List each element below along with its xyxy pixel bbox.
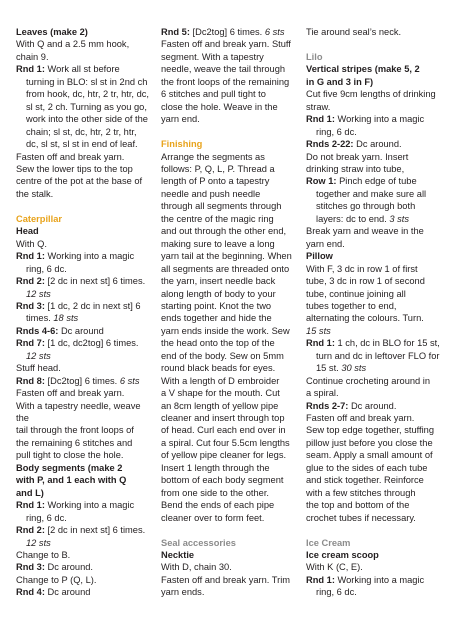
rnd-label: Rnd 3: <box>16 562 45 573</box>
pillow-rnds-2-7 <box>306 400 440 412</box>
column-3 <box>306 26 440 599</box>
rnd-text: [Dc2tog] 6 times. <box>47 375 118 386</box>
rnd-label: Rnd 8: <box>16 375 45 386</box>
necktie-tie-text: Tie around seal’s neck. <box>306 27 402 37</box>
stripes-rnd-1 <box>306 113 440 138</box>
rnd-text: Work all st before turning in BLO: sl st in 2nd ch from hook, dc, htr, 2 tr, htr, dc, sl st, 2 ch. Turning as you go, work into the other side of the chain; sl st, dc, htr, 2 tr, htr, dc, sl st, sl st in end of leaf. <box>26 64 149 150</box>
body-change-p: Change to P (Q, L). <box>16 574 97 585</box>
rnd-label: Rnd 2: <box>16 525 45 536</box>
rnd-label: Rnd 7: <box>16 338 45 349</box>
body-rnd-5-outro: Fasten off and break yarn. Stuff segment. With a tapestry needle, weave the tail through the front loops of the remaining 6 stitches and pull tight to close the hole. Weave in the yarn end. <box>161 39 291 125</box>
necktie-heading: Necktie <box>161 550 195 560</box>
head-rnd-2 <box>16 275 149 300</box>
lilo-heading: Lilo <box>306 51 323 62</box>
head-rnds-4-6 <box>16 325 149 337</box>
rnd-label: Rnd 5: <box>161 27 190 37</box>
rnd-label: Rnd 2: <box>16 276 45 287</box>
rnd-text: Dc around. <box>350 400 397 411</box>
row-text: Pinch edge of tube together and make sure all stitches go through both layers: dc to end. <box>316 176 427 224</box>
rnd-label: Rnds 4-6: <box>16 325 59 336</box>
rnd-text: Working into a magic ring, 6 dc. <box>316 574 425 598</box>
stitch-count: 18 sts <box>53 313 79 324</box>
head-outro: Fasten off and break yarn. With a tapestry needle, weave the tail through the front loops of the remaining 6 stitches and pull tight to close the hole. <box>16 388 141 461</box>
body-rnd-2 <box>16 524 149 549</box>
rnd-text: Working into a magic ring, 6 dc. <box>26 251 135 274</box>
pillow-heading: Pillow <box>306 251 333 262</box>
stripes-outro: Do not break yarn. Insert drinking straw into tube, <box>306 151 409 174</box>
leaves-heading: Leaves (make 2) <box>16 27 88 37</box>
pillow-outro: Fasten off and break yarn. Sew top edge together, stuffing pillow just before you close the seam. Apply a small amount of glue to the sides of each tube and stick together. Reinforce with a few stitches through the top and bottom of the crochet tubes if necessary. <box>306 413 435 523</box>
stitch-count: 12 sts <box>26 537 51 548</box>
stitch-count: 30 sts <box>341 363 367 374</box>
necktie-text: With D, chain 30. Fasten off and break yarn. Trim yarn ends. <box>161 562 291 598</box>
rnd-text: Dc around. <box>47 562 93 573</box>
scoop-rnd-1 <box>306 574 440 599</box>
stripes-row-outro: Break yarn and weave in the yarn end. <box>306 226 424 249</box>
leaves-rnd-1 <box>16 63 149 150</box>
seal-accessories-heading: Seal accessories <box>161 537 236 548</box>
head-rnd-3 <box>16 300 149 325</box>
body-rnd-3 <box>16 561 149 573</box>
rnd-text: [2 dc in next st] 6 times. <box>47 525 146 536</box>
rnd-label: Rnd 1: <box>306 114 335 125</box>
row-label: Row 1: <box>306 176 337 187</box>
stitch-count: 12 sts <box>26 288 51 299</box>
rnd-text: Dc around <box>47 587 91 598</box>
stripes-rnds-2-22 <box>306 138 440 150</box>
head-rnd-1 <box>16 250 149 275</box>
pillow-rnd-1 <box>306 337 440 374</box>
pillow-continue: Continue crocheting around in a spiral. <box>306 375 431 399</box>
head-rnd-8 <box>16 375 149 387</box>
rnd-label: Rnd 1: <box>16 500 45 511</box>
stitch-count: 3 sts <box>389 213 410 224</box>
stitch-count: 6 sts <box>119 375 140 386</box>
ice-cream-heading: Ice Cream <box>306 537 351 548</box>
stripes-row-1 <box>306 175 440 225</box>
finishing-text: Arrange the segments as follows: P, Q, L, P. Thread a length of P onto a tapestry needle and push needle through all segments through the centre of the magic ring and out through the other end, making sure to leave a long yarn tail at the beginning. When all segments are threaded onto the yarn, insert needle back along length of body to your starting point. Knot the two ends together and hide the yarn ends inside the work. Sew the head onto the top of the end of the body. Sew on 5mm round black beads for eyes. With a length of D embroider a V shape for the mouth. Cut an 8cm length of yellow pipe cleaner and insert through top of head. Curl each end over in a spiral. Cut four 5.5cm lengths of yellow pipe cleaner for legs. Insert 1 length through the bottom of each body segment from one side to the other. Bend the ends of each pipe cleaner over to form feet. <box>161 151 292 523</box>
rnd-text: [Dc2tog] 6 times. <box>192 27 263 37</box>
head-stuff: Stuff head. <box>16 363 61 374</box>
vertical-stripes-intro: Cut five 9cm lengths of drinking straw. <box>306 89 436 112</box>
column-2 <box>161 26 299 599</box>
stitch-count: 15 sts <box>306 325 331 336</box>
rnd-label: Rnd 1: <box>306 338 335 349</box>
head-rnd-7 <box>16 337 149 362</box>
head-with: With Q. <box>16 238 47 249</box>
rnd-label: Rnd 3: <box>16 300 45 311</box>
rnd-text: [1 dc, 2 dc in next st] 6 times. <box>26 300 141 324</box>
column-1 <box>16 26 149 599</box>
pillow-intro <box>306 263 440 338</box>
rnd-label: Rnd 1: <box>16 64 45 75</box>
body-rnd-4 <box>16 586 149 598</box>
body-change-b: Change to B. <box>16 550 71 561</box>
leaves-intro: With Q and a 2.5 mm hook, chain 9. <box>16 39 130 62</box>
ice-cream-scoop-heading: Ice cream scoop <box>306 550 379 560</box>
rnd-text: Dc around. <box>356 139 402 150</box>
rnd-text: [1 dc, dc2tog] 6 times. <box>47 338 139 349</box>
rnd-text: Working into a magic ring, 6 dc. <box>316 114 425 137</box>
caterpillar-heading: Caterpillar <box>16 213 62 224</box>
rnd-label: Rnd 1: <box>306 574 335 585</box>
scoop-with: With K (C, E). <box>306 562 363 573</box>
rnd-text: Dc around <box>60 325 104 336</box>
stitch-count: 12 sts <box>26 350 51 361</box>
vertical-stripes-heading: Vertical stripes (make 5, 2 in G and 3 in F) <box>306 64 420 87</box>
body-rnd-5 <box>161 26 299 38</box>
head-heading: Head <box>16 226 39 237</box>
rnd-text: 1 ch, dc in BLO for 15 st, turn and dc in leftover FLO for 15 st. <box>316 338 440 374</box>
rnd-text: Working into a magic ring, 6 dc. <box>26 500 135 523</box>
leaves-outro: Fasten off and break yarn. Sew the lower tips to the top centre of the pot at the base of the stalk. <box>16 151 143 199</box>
body-segments-heading: Body segments (make 2 with P, and 1 each with Q and L) <box>16 462 127 498</box>
finishing-heading: Finishing <box>161 139 203 150</box>
rnd-label: Rnds 2-7: <box>306 400 349 411</box>
rnd-text: [2 dc in next st] 6 times. <box>47 276 146 287</box>
stitch-count: 6 sts <box>264 27 285 37</box>
pillow-intro-text: With F, 3 dc in row 1 of first tube, 3 dc in row 1 of second tube, continue joining all tubes together to end, alternating the colours. Turn. <box>306 263 425 324</box>
rnd-label: Rnds 2-22: <box>306 139 354 150</box>
rnd-label: Rnd 1: <box>16 251 45 262</box>
rnd-label: Rnd 4: <box>16 587 45 598</box>
body-rnd-1 <box>16 499 149 524</box>
